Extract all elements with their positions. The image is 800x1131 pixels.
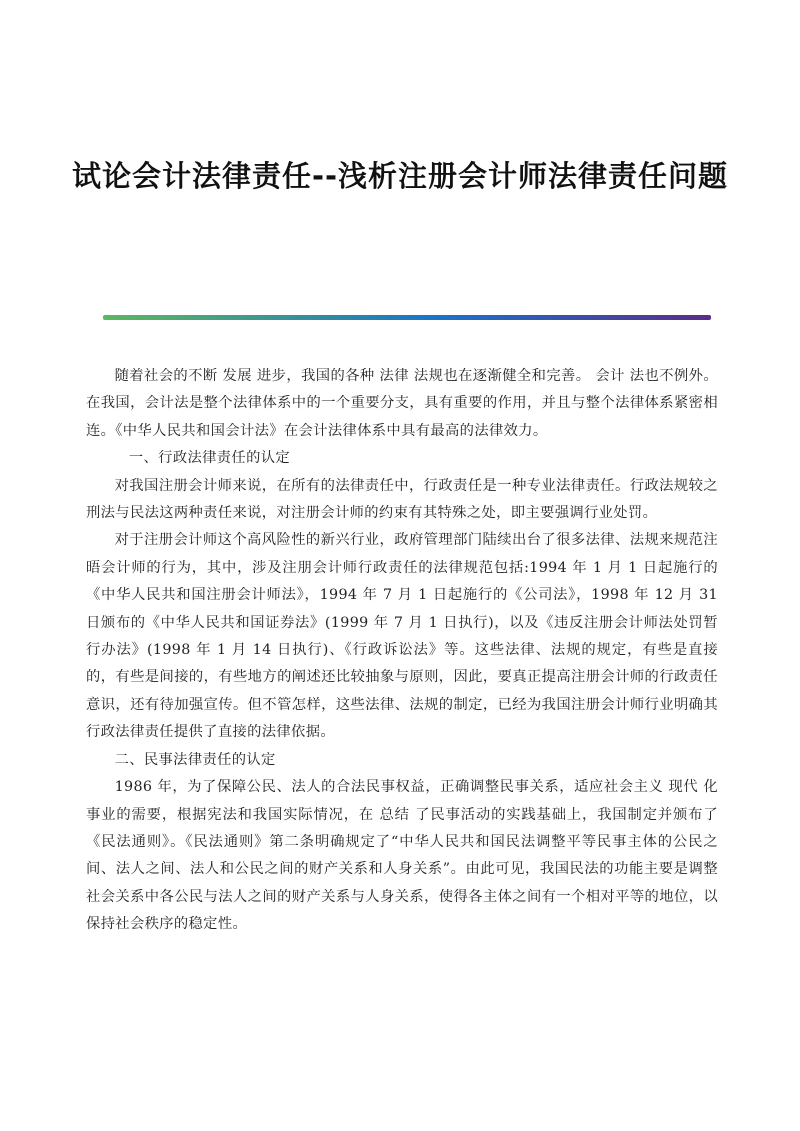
document-body (86, 363, 718, 939)
civil-paragraph-1: 1986 年，为了保障公民、法人的合法民事权益，正确调整民事关系，适应社会主义 现代 化事业的需要，根据宪法和我国实际情况，在 总结 了民事活动的实践基础上，我国制定并颁布了《民法通则》。《民法通则》第二条明确规定了“中华人民共和国民法调整平等民事主体的公民之间、法人之间、法人和公民之间的财产关系和人身关系”。由此可见，我国民法的功能主要是调整社会关系中各公民与法人之间的财产关系与人身关系，使得各主体之间有一个相对平等的地位，以保持社会秩序的稳定性。 (86, 779, 718, 933)
administrative-paragraph-2: 对于注册会计师这个高风险性的新兴行业，政府管理部门陆续出台了很多法律、法规来规范注晤会计师的行为，其中，涉及注朋会计师行政责任的法律规范包括:1994 年 1 月 1 日起施行的《中华人民共和国注册会计师法》，1994 年 7 月 1 日起施行的《公司法》，1998 年 12 月 31 日颁布的《中华人民共和国证券法》(1999 年 7 月 1 日执行)，以及《违反注册会计师法处罚暂行办法》(1998 年 1 月 14 日执行)、《行政诉讼法》等。这些法律、法规的规定，有些是直接的，有些是间接的，有些地方的阐述还比较抽象与原则，因此，要真正提高注册会计师的行政责任意识，还有待加强宣传。但不管怎样，这些法律、法规的制定，已经为我国注册会计师行业明确其行政法律责任提供了直接的法律依据。 (86, 532, 718, 741)
intro-paragraph: 随着社会的不断 发展 进步，我国的各种 法律 法规也在逐渐健全和完善。 会计 法也不例外。在我国，会计法是整个法律体系中的一个重要分支，具有重要的作用，并且与整个法律体系紧密相连。《中华人民共和国会计法》在会计法律体系中具有最高的法律效力。 (86, 368, 718, 439)
section-heading-administrative: 一、行政法律责任的认定 (128, 450, 291, 467)
administrative-paragraph-1: 对我国注册会计师来说，在所有的法律责任中，行政责任是一种专业法律责任。行政法规较之刑法与民法这两种责任来说，对注册会计师的约束有其特殊之处，即主要强调行业处罚。 (86, 477, 718, 522)
document-title: 试论会计法律责任--浅析注册会计师法律责任问题 (71, 159, 729, 193)
title-divider (103, 315, 711, 320)
section-heading-civil: 二、民事法律责任的认定 (114, 751, 276, 768)
